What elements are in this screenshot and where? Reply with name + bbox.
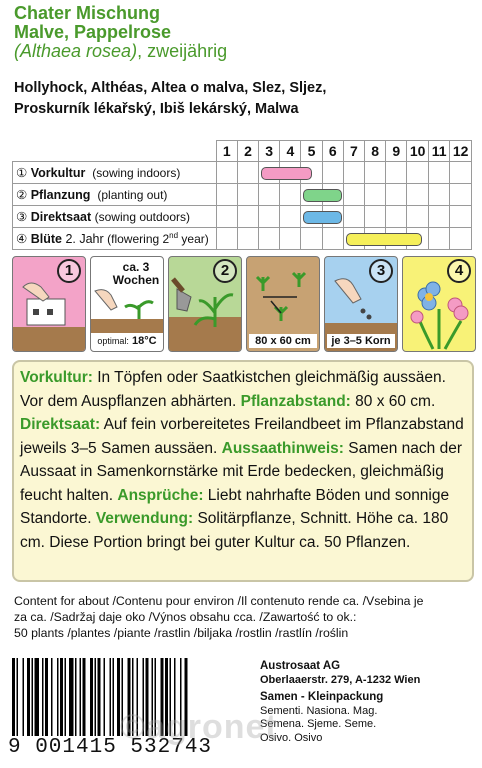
month-2: 2 bbox=[237, 141, 258, 162]
pictogram-spacing bbox=[246, 256, 320, 352]
heading-aussaathinweis: Aussaathinweis: bbox=[221, 439, 344, 457]
row-label: Pflanzung bbox=[30, 188, 91, 202]
content-amount bbox=[14, 593, 474, 641]
calendar-row-direktsaat bbox=[13, 206, 472, 228]
pictogram-pflanzung bbox=[168, 256, 242, 352]
row-number: ② bbox=[16, 188, 28, 202]
sowing-calendar bbox=[12, 140, 472, 250]
row-number: ① bbox=[16, 166, 28, 180]
barcode-number: 9 001415 532743 bbox=[8, 736, 213, 759]
text-direktsaat: Auf fein vorbereitetes Freilandbeet im Pflanzabstand jeweils 3–5 Samen aussäen. bbox=[20, 416, 464, 457]
spacing-label: 80 x 60 cm bbox=[249, 334, 317, 348]
month-7: 7 bbox=[343, 141, 364, 162]
common-names-line-1: Hollyhock, Althéas, Altea o malva, Slez, Sljez, bbox=[14, 80, 327, 96]
seed-translation-1: Sementi. Nasiona. Mag. bbox=[260, 704, 378, 717]
germination-time: ca. 3 Wochen bbox=[112, 260, 160, 287]
month-8: 8 bbox=[365, 141, 386, 162]
company-info bbox=[260, 660, 420, 745]
month-9: 9 bbox=[386, 141, 407, 162]
pictogram-vorkultur bbox=[12, 256, 86, 352]
heading-direktsaat: Direktsaat: bbox=[20, 416, 101, 433]
row-label: Direktsaat bbox=[30, 210, 92, 224]
content-line-3: 50 plants /plantes /piante /rastlin /biljaka /rostlin /rastlín /roślin bbox=[14, 626, 349, 640]
text-ansprueche: Liebt nahrhafte Böden und sonnige Standorte. bbox=[20, 486, 450, 527]
month-1: 1 bbox=[216, 141, 237, 162]
calendar-header-row bbox=[13, 141, 472, 162]
sowing-instructions bbox=[12, 360, 474, 582]
row-label: Blüte bbox=[30, 232, 62, 246]
row-number: ④ bbox=[16, 232, 28, 246]
pictogram-direktsaat bbox=[324, 256, 398, 352]
title-line-1: Chater Mischung bbox=[14, 3, 161, 23]
latin-name: (Althaea rosea) bbox=[14, 41, 138, 61]
calendar-row-vorkultur bbox=[13, 162, 472, 184]
row-translation: (sowing indoors) bbox=[92, 166, 181, 180]
title-latin-line bbox=[14, 42, 227, 61]
month-4: 4 bbox=[280, 141, 301, 162]
heading-verwendung: Verwendung: bbox=[95, 510, 194, 527]
heading-ansprueche: Ansprüche: bbox=[117, 486, 204, 504]
step-number: 4 bbox=[447, 259, 471, 283]
heading-vorkultur: Vorkultur: bbox=[20, 369, 93, 386]
row-translation: (sowing outdoors) bbox=[94, 210, 191, 224]
seeds-per-spot: je 3–5 Korn bbox=[327, 334, 395, 348]
heading-pflanzabstand: Pflanzabstand: bbox=[240, 392, 351, 410]
common-names-line-2: Proskurník lékařský, Ibiš lekárský, Malwa bbox=[14, 101, 299, 117]
package-type: Samen - Kleinpackung bbox=[260, 691, 384, 703]
row-translation: (flowering 2nd year) bbox=[107, 231, 209, 246]
latin-suffix: , zweijährig bbox=[137, 41, 228, 61]
month-12: 12 bbox=[450, 141, 472, 162]
row-translation: (planting out) bbox=[97, 188, 168, 202]
month-10: 10 bbox=[407, 141, 428, 162]
common-names bbox=[14, 78, 474, 120]
row-label: Vorkultur bbox=[30, 166, 86, 180]
step-number: 3 bbox=[369, 259, 393, 283]
calendar-row-bluete bbox=[13, 228, 472, 250]
pictogram-strip bbox=[12, 256, 474, 352]
content-line-2: za ca. /Sadržaj daje oko /Výnos obsahu cca. /Zawartość to ok.: bbox=[14, 610, 357, 624]
text-pflanzabstand: 80 x 60 cm. bbox=[350, 392, 436, 410]
seed-translation-3: Osivo. Osivo bbox=[260, 731, 323, 744]
month-5: 5 bbox=[301, 141, 322, 162]
row-sublabel: 2. Jahr bbox=[65, 232, 104, 246]
watermark: ©agronet bbox=[120, 708, 278, 746]
title-line-2: Malve, Pappelrose bbox=[14, 22, 172, 42]
month-3: 3 bbox=[259, 141, 280, 162]
row-number: ③ bbox=[16, 210, 28, 224]
seed-translation-2: Semena. Sjeme. Seme. bbox=[260, 718, 377, 730]
month-6: 6 bbox=[322, 141, 343, 162]
calendar-row-pflanzung bbox=[13, 184, 472, 206]
text-vorkultur: In Töpfen oder Saatkistchen gleichmäßig aussäen. Vor dem Auspflanzen abhärten. bbox=[20, 369, 446, 410]
germination-temp: optimal: 18°C bbox=[93, 334, 161, 348]
product-title bbox=[14, 4, 227, 61]
company-name: Austrosaat AG bbox=[260, 660, 341, 672]
step-number: 1 bbox=[57, 259, 81, 283]
step-number: 2 bbox=[213, 259, 237, 283]
company-address: Oberlaaerstr. 279, A-1232 Wien bbox=[260, 673, 421, 686]
text-verwendung: Solitärpflanze, Schnitt. Höhe ca. 180 cm. Diese Portion bringt bei guter Kultur ca. 50 Pflanzen. bbox=[20, 510, 449, 551]
content-line-1: Content for about /Contenu pour environ /Il contenuto rende ca. /Vsebina je bbox=[14, 594, 424, 608]
text-aussaathinweis: Samen nach der Aussaat in Samenkornstärke mit Erde bedecken, gleichmäßig feucht halten. bbox=[20, 439, 462, 504]
month-11: 11 bbox=[428, 141, 449, 162]
pictogram-germination bbox=[90, 256, 164, 352]
pictogram-bluete bbox=[402, 256, 476, 352]
